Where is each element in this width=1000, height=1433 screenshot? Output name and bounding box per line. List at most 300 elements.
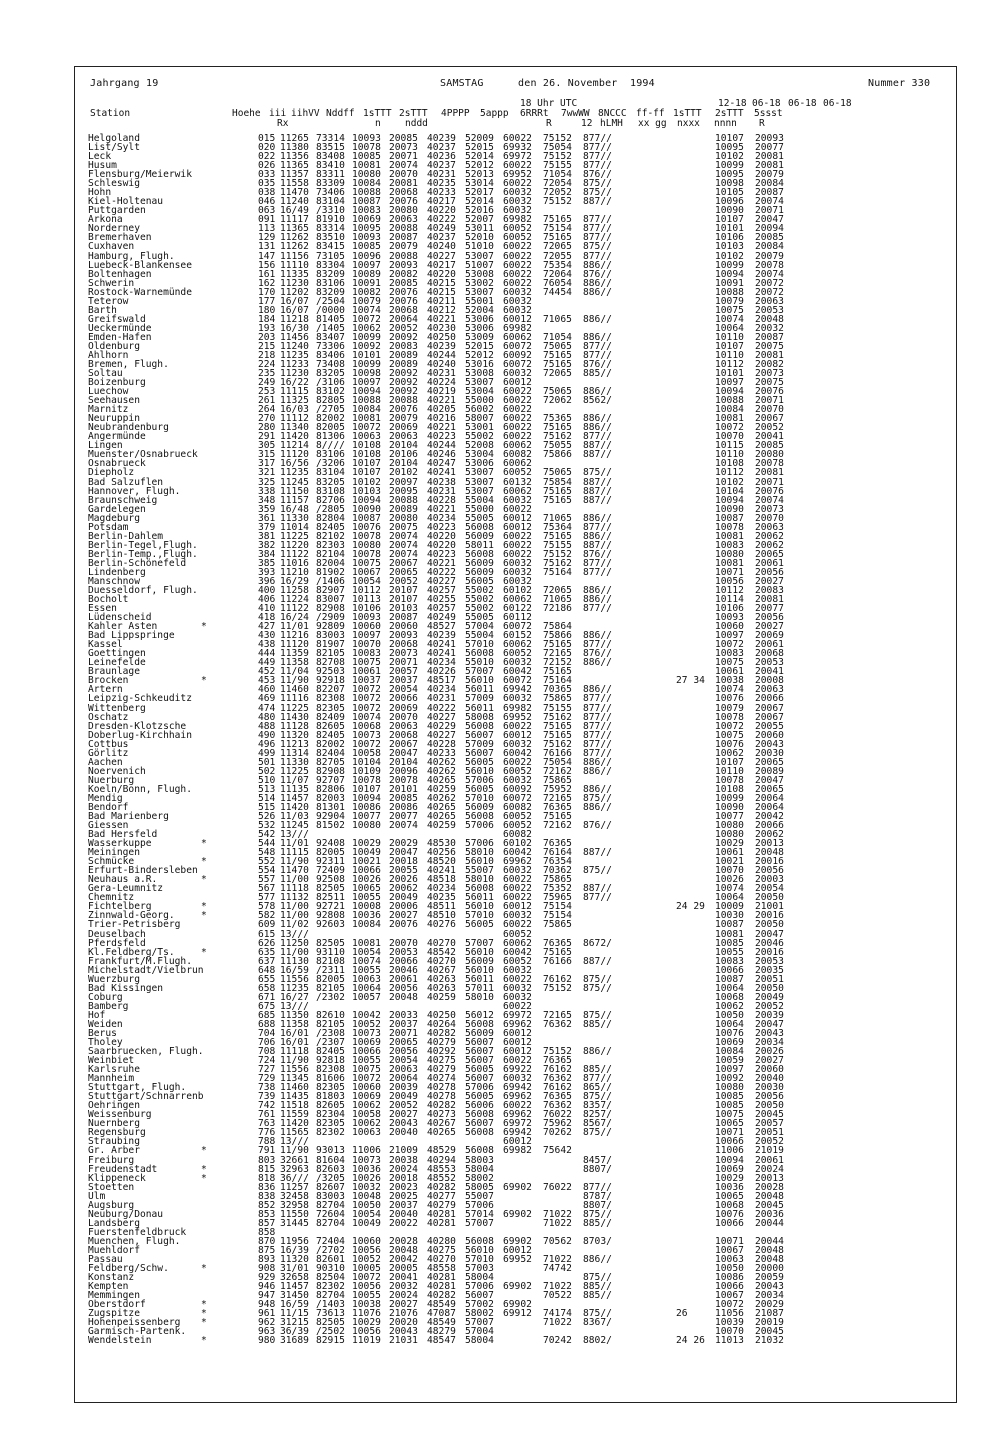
group-4pppp: 40222 xyxy=(427,566,456,578)
group-nddff: 82708 xyxy=(316,657,345,669)
group-iihvv: 11225 xyxy=(280,765,309,777)
group-8nccc: 886// xyxy=(583,1046,612,1058)
group-iihvv: 11/90 xyxy=(280,1055,309,1067)
group-iihvv: 11/07 xyxy=(280,774,309,786)
group-1sttt: 10099 xyxy=(352,359,381,370)
group-8nccc: 885// xyxy=(583,1281,612,1293)
group-nddff: 82704 xyxy=(316,1199,345,1211)
group-2sttt: 20077 xyxy=(389,811,418,822)
group-6rrrt: 60032 xyxy=(503,196,532,208)
group-1sttt-range: 10068 xyxy=(715,991,744,1003)
group-2sttt-range: 20043 xyxy=(755,738,784,750)
group-4pppp: 40241 xyxy=(427,648,456,660)
group-2sttt-range: 20063 xyxy=(755,521,784,533)
station-index: 063 xyxy=(258,205,276,217)
group-5appp: 58004 xyxy=(465,1163,494,1175)
group-8nccc: 877// xyxy=(583,892,612,904)
group-5appp: 56008 xyxy=(465,1018,494,1030)
station-name: Neuburg/Donau xyxy=(88,1208,164,1220)
station-index: 637 xyxy=(258,955,276,967)
group-5appp: 53007 xyxy=(465,250,494,262)
group-iihvv: 11220 xyxy=(280,539,309,551)
group-2sttt: 20074 xyxy=(389,820,418,832)
group-1sttt: 10060 xyxy=(352,621,381,633)
group-6rrrt: 60012 xyxy=(503,1027,532,1039)
station-index: 626 xyxy=(258,937,276,949)
group-iihvv: 16/59 xyxy=(280,1299,309,1311)
group-8nccc: 875// xyxy=(583,178,612,190)
station-index: 514 xyxy=(258,792,276,804)
group-2sttt-range: 20052 xyxy=(755,422,784,434)
group-iihvv: 11233 xyxy=(280,359,309,370)
group-5appp: 52010 xyxy=(465,232,494,244)
group-2sttt: 20022 xyxy=(389,1217,418,1229)
group-1sttt-range: 10108 xyxy=(715,458,744,470)
group-2sttt: 20086 xyxy=(389,801,418,813)
group-4pppp: 48517 xyxy=(427,675,456,687)
station-name: Bad Hersfeld xyxy=(88,829,158,841)
group-6rrrt: 60062 xyxy=(503,331,532,343)
station-index: 742 xyxy=(258,1100,276,1112)
station-index: 430 xyxy=(258,630,276,642)
group-4pppp: 40264 xyxy=(427,1018,456,1030)
group-8nccc: 886// xyxy=(583,801,612,813)
station-name: Arkona xyxy=(88,214,123,226)
group-6rrrt: 69962 xyxy=(503,1109,532,1121)
group-nddff: 82105 xyxy=(316,982,345,994)
group-8nccc: 887// xyxy=(583,476,612,488)
group-1sttt: 10073 xyxy=(352,1027,381,1039)
group-5appp: 55001 xyxy=(465,295,494,307)
station-name: Landsberg xyxy=(88,1217,140,1229)
group-7wwww: 71054 xyxy=(543,169,572,181)
group-5appp: 52016 xyxy=(465,205,494,217)
group-6rrrt: 69942 xyxy=(503,1082,532,1094)
group-2sttt-range: 20085 xyxy=(755,440,784,452)
group-4pppp: 40282 xyxy=(427,1100,456,1112)
group-7wwww: 72055 xyxy=(543,250,572,262)
group-6rrrt: 60022 xyxy=(503,386,532,398)
group-5appp: 52015 xyxy=(465,142,494,154)
group-2sttt: 20067 xyxy=(389,738,418,750)
group-4pppp: 40282 xyxy=(427,1290,456,1302)
station-name: Braunschweig xyxy=(88,494,158,506)
group-8nccc: 886// xyxy=(583,413,612,425)
group-1sttt: 10096 xyxy=(352,250,381,262)
group-5appp: 56008 xyxy=(465,811,494,822)
group-5appp: 55007 xyxy=(465,865,494,877)
group-7wwww: 74742 xyxy=(543,1263,572,1274)
group-7wwww: 76365 xyxy=(543,838,572,850)
group-5appp: 56008 xyxy=(465,648,494,660)
group-iihvv: 11430 xyxy=(280,711,309,723)
group-2sttt-range: 20067 xyxy=(755,413,784,425)
group-2sttt: 20104 xyxy=(389,756,418,768)
group-1sttt-range: 10090 xyxy=(715,801,744,813)
group-4pppp: 40279 xyxy=(427,1199,456,1211)
group-4pppp: 40280 xyxy=(427,1235,456,1247)
station-index: 815 xyxy=(258,1163,276,1175)
station-name: Nuerburg xyxy=(88,774,135,786)
station-index: 875 xyxy=(258,1244,276,1256)
station-index: 501 xyxy=(258,756,276,768)
issue-number: Nummer 330 xyxy=(868,78,931,89)
group-6rrrt: 69952 xyxy=(503,169,532,181)
station-name: Teterow xyxy=(88,295,129,307)
column-header: 5ssst xyxy=(754,108,783,119)
group-1sttt: 10108 xyxy=(352,449,381,461)
group-1sttt: 10072 xyxy=(352,422,381,434)
group-1sttt-range: 10062 xyxy=(715,747,744,759)
group-4pppp: 40230 xyxy=(427,322,456,334)
group-8nccc: 875// xyxy=(583,187,612,199)
column-header-sub: nxxx xyxy=(677,118,700,129)
station-name: Boltenhagen xyxy=(88,268,152,280)
group-nddff: 83003 xyxy=(316,1190,345,1202)
station-name: Barth xyxy=(88,304,117,316)
group-iihvv: 11/00 xyxy=(280,946,309,958)
group-iihvv: 11/00 xyxy=(280,874,309,886)
group-1sttt: 10005 xyxy=(352,1263,381,1274)
group-1sttt: 10060 xyxy=(352,1235,381,1247)
group-7wwww: 76365 xyxy=(543,1055,572,1067)
group-4pppp: 40229 xyxy=(427,720,456,732)
group-6rrrt: 60072 xyxy=(503,792,532,804)
station-index: 091 xyxy=(258,214,276,226)
group-1sttt-range: 10087 xyxy=(715,919,744,931)
group-iihvv: 32963 xyxy=(280,1163,309,1175)
group-nddff: 83515 xyxy=(316,142,345,154)
group-5appp: 56009 xyxy=(465,955,494,967)
station-name: Berlin-Temp.,Flugh. xyxy=(88,548,198,560)
group-1sttt: 10078 xyxy=(352,774,381,786)
group-iihvv: 11365 xyxy=(280,160,309,172)
day-label: SAMSTAG xyxy=(440,78,484,89)
group-2sttt-range: 20028 xyxy=(755,1181,784,1193)
group-2sttt: 20080 xyxy=(389,512,418,524)
group-6rrrt: 60022 xyxy=(503,973,532,985)
group-8nccc: 877// xyxy=(583,639,612,651)
group-1sttt-range: 10059 xyxy=(715,1055,744,1067)
group-2sttt-range: 20027 xyxy=(755,621,784,633)
group-6rrrt: 60102 xyxy=(503,838,532,850)
group-4pppp: 40227 xyxy=(427,250,456,262)
group-2sttt-range: 20065 xyxy=(755,548,784,560)
group-iihvv: 11240 xyxy=(280,196,309,208)
station-index: 963 xyxy=(258,1326,276,1338)
group-iihvv: 11258 xyxy=(280,585,309,596)
column-header: iii xyxy=(269,108,287,119)
group-2sttt: 20037 xyxy=(389,1199,418,1211)
group-5appp: 55002 xyxy=(465,594,494,606)
station-name: Soltau xyxy=(88,368,123,380)
group-5appp: 53014 xyxy=(465,178,494,190)
group-1sttt-range: 10075 xyxy=(715,657,744,669)
group-8nccc: 877// xyxy=(583,160,612,172)
station-name: Luechow xyxy=(88,386,129,398)
group-6rrrt: 60012 xyxy=(503,1244,532,1256)
group-6rrrt: 60032 xyxy=(503,304,532,316)
group-5appp: 56005 xyxy=(465,756,494,768)
group-1sttt: 10101 xyxy=(352,349,381,361)
column-header-sub: nnnn xyxy=(714,118,737,129)
group-nddff: 92918 xyxy=(316,675,345,687)
group-4pppp: 40234 xyxy=(427,684,456,696)
group-2sttt: 20089 xyxy=(389,503,418,515)
group-7wwww: 75866 xyxy=(543,449,572,461)
group-6rrrt: 60082 xyxy=(503,449,532,461)
column-header-top: 18 Uhr UTC xyxy=(520,98,578,109)
group-1sttt: 10082 xyxy=(352,286,381,298)
group-nddff: 82607 xyxy=(316,1181,345,1193)
group-1sttt-range: 10102 xyxy=(715,151,744,163)
group-2sttt: 20076 xyxy=(389,196,418,208)
station-index: 026 xyxy=(258,160,276,172)
station-name: Ueckermünde xyxy=(88,322,152,334)
group-2sttt: 20076 xyxy=(389,919,418,931)
column-header: 7wwWW xyxy=(561,108,590,119)
group-nddff: 81606 xyxy=(316,1073,345,1085)
group-5appp: 57006 xyxy=(465,774,494,786)
station-name: Wasserkuppe xyxy=(88,838,152,850)
group-iihvv: 11218 xyxy=(280,313,309,325)
group-7wwww: 72152 xyxy=(543,657,572,669)
group-1sttt-range: 10070 xyxy=(715,865,744,877)
group-1sttt: 10104 xyxy=(352,756,381,768)
group-2sttt: 20042 xyxy=(389,1253,418,1265)
group-1sttt: 10064 xyxy=(352,982,381,994)
station-name: Hamburg, Flugh. xyxy=(88,250,175,262)
group-nddff: 81502 xyxy=(316,820,345,832)
group-6rrrt: 60062 xyxy=(503,594,532,606)
group-1sttt: 10072 xyxy=(352,693,381,705)
group-iihvv: 16/01 xyxy=(280,1037,309,1048)
station-index: 582 xyxy=(258,910,276,922)
group-4pppp: 40239 xyxy=(427,133,456,144)
group-1sttt-range: 10075 xyxy=(715,1109,744,1121)
group-7wwww: 71065 xyxy=(543,313,572,325)
group-2sttt: 20061 xyxy=(389,973,418,985)
station-name: Meiningen xyxy=(88,847,140,859)
group-1sttt-range: 10078 xyxy=(715,711,744,723)
group-2sttt-range: 20013 xyxy=(755,1172,784,1184)
group-2sttt: 20085 xyxy=(389,277,418,289)
group-iihvv: 11556 xyxy=(280,973,309,985)
station-index: 818 xyxy=(258,1172,276,1184)
group-2sttt: 20106 xyxy=(389,449,418,461)
group-8nccc: 877// xyxy=(583,1073,612,1085)
group-nddff: 83415 xyxy=(316,241,345,253)
group-iihvv: 11230 xyxy=(280,277,309,289)
group-1sttt: 10070 xyxy=(352,639,381,651)
group-2sttt: 20063 xyxy=(389,1064,418,1076)
group-1sttt-range: 10062 xyxy=(715,1000,744,1012)
group-2sttt: 20052 xyxy=(389,1100,418,1112)
group-1sttt: 10081 xyxy=(352,937,381,949)
group-4pppp: 40205 xyxy=(427,404,456,416)
group-2sttt: 20065 xyxy=(389,1037,418,1048)
altitude-marker: * xyxy=(201,874,207,886)
group-1sttt: 10106 xyxy=(352,603,381,615)
group-2sttt-range: 20072 xyxy=(755,286,784,298)
group-6rrrt: 60042 xyxy=(503,666,532,678)
group-nddff: 92508 xyxy=(316,874,345,886)
group-5appp: 53002 xyxy=(465,277,494,289)
group-2sttt-range: 20046 xyxy=(755,937,784,949)
station-index: 738 xyxy=(258,1082,276,1094)
group-4pppp: 40255 xyxy=(427,594,456,606)
group-6rrrt: 60052 xyxy=(503,955,532,967)
group-4pppp: 40259 xyxy=(427,991,456,1003)
station-name: Greifswald xyxy=(88,313,146,325)
station-index: 474 xyxy=(258,702,276,714)
group-nddff: 82405 xyxy=(316,521,345,533)
station-index: 270 xyxy=(258,413,276,425)
station-index: 400 xyxy=(258,585,276,596)
altitude-marker: * xyxy=(201,856,207,868)
group-2sttt-range: 20094 xyxy=(755,223,784,235)
station-name: Essen xyxy=(88,603,117,615)
group-iihvv: 11457 xyxy=(280,1281,309,1293)
group-5appp: 56007 xyxy=(465,729,494,741)
group-6rrrt: 69962 xyxy=(503,1018,532,1030)
group-6rrrt: 60012 xyxy=(503,521,532,533)
group-4pppp: 40267 xyxy=(427,964,456,976)
group-4pppp: 40244 xyxy=(427,349,456,361)
group-4pppp: 40222 xyxy=(427,214,456,226)
group-2sttt: 20088 xyxy=(389,494,418,506)
group-iihvv: 11117 xyxy=(280,214,309,226)
group-2sttt-range: 20054 xyxy=(755,883,784,895)
group-4pppp: 40257 xyxy=(427,603,456,615)
group-2sttt-range: 20048 xyxy=(755,1244,784,1256)
group-5appp: 56008 xyxy=(465,1145,494,1157)
group-iihvv: 11/04 xyxy=(280,666,309,678)
group-7wwww: 71065 xyxy=(543,594,572,606)
group-5appp: 53006 xyxy=(465,458,494,470)
group-1sttt-range: 10101 xyxy=(715,223,744,235)
group-1sttt: 10008 xyxy=(352,901,381,913)
group-1sttt: 10026 xyxy=(352,1172,381,1184)
station-name: Doberlug-Kirchhain xyxy=(88,729,192,741)
group-8nccc: 876// xyxy=(583,820,612,832)
group-1sttt-range: 10080 xyxy=(715,820,744,832)
group-iihvv: 16/07 xyxy=(280,295,309,307)
group-8nccc: 877// xyxy=(583,142,612,154)
group-2sttt: 20092 xyxy=(389,331,418,343)
group-2sttt-range: 20034 xyxy=(755,1037,784,1048)
group-5appp: 56005 xyxy=(465,575,494,587)
group-iihvv: 31215 xyxy=(280,1317,309,1329)
group-2sttt: 20029 xyxy=(389,838,418,850)
group-nddff: 73314 xyxy=(316,133,345,144)
group-2sttt: 20043 xyxy=(389,1118,418,1130)
group-6rrrt: 69962 xyxy=(503,1091,532,1103)
group-6rrrt: 60072 xyxy=(503,340,532,352)
group-5appp: 53009 xyxy=(465,331,494,343)
group-2sttt-range: 20087 xyxy=(755,331,784,343)
group-iihvv: 11365 xyxy=(280,223,309,235)
station-name: Cuxhaven xyxy=(88,241,135,253)
group-1sttt: 10081 xyxy=(352,160,381,172)
group-iihvv: 11116 xyxy=(280,693,309,705)
group-6rrrt: 69982 xyxy=(503,322,532,334)
group-1sttt-range: 10103 xyxy=(715,241,744,253)
group-5appp: 52014 xyxy=(465,151,494,163)
group-6rrrt: 60012 xyxy=(503,1136,532,1148)
group-6rrrt: 69922 xyxy=(503,1064,532,1076)
group-nddff: /2702 xyxy=(316,1244,345,1256)
group-6rrrt: 60062 xyxy=(503,485,532,497)
group-1sttt-range: 10110 xyxy=(715,331,744,343)
station-index: 946 xyxy=(258,1281,276,1293)
group-4pppp: 48542 xyxy=(427,946,456,958)
group-8nccc: 885// xyxy=(583,368,612,380)
group-1sttt-range: 10064 xyxy=(715,1018,744,1030)
group-2sttt: 20054 xyxy=(389,1055,418,1067)
group-iihvv: 11380 xyxy=(280,142,309,154)
group-nddff: 82002 xyxy=(316,413,345,425)
group-nddff: 83304 xyxy=(316,259,345,271)
group-5appp: 53007 xyxy=(465,485,494,497)
group-nddff: 83309 xyxy=(316,178,345,190)
station-name: Oehringen xyxy=(88,1100,140,1112)
group-1sttt-range: 10081 xyxy=(715,557,744,569)
group-5appp: 58003 xyxy=(465,1154,494,1166)
group-nddff: 83106 xyxy=(316,449,345,461)
group-1sttt-range: 10093 xyxy=(715,612,744,624)
group-5appp: 56009 xyxy=(465,1027,494,1039)
group-iihvv: 11128 xyxy=(280,720,309,732)
column-header: 1sTTT xyxy=(363,108,392,119)
group-1sttt: 10102 xyxy=(352,476,381,488)
group-nddff: 90310 xyxy=(316,1263,345,1274)
group-1sttt-range: 10075 xyxy=(715,729,744,741)
group-nddff: 82805 xyxy=(316,395,345,407)
station-index: 496 xyxy=(258,738,276,750)
group-4pppp: 40240 xyxy=(427,241,456,253)
group-1sttt: 10078 xyxy=(352,530,381,542)
group-7wwww: 70365 xyxy=(543,684,572,696)
group-1sttt: 10054 xyxy=(352,575,381,587)
group-2sttt: 20070 xyxy=(389,711,418,723)
group-6rrrt: 60112 xyxy=(503,612,532,624)
group-5appp: 58007 xyxy=(465,413,494,425)
group-nddff: 82005 xyxy=(316,422,345,434)
station-name: Freiburg xyxy=(88,1154,135,1166)
group-4pppp: 40217 xyxy=(427,259,456,271)
group-iihvv: 11/00 xyxy=(280,901,309,913)
group-5appp: 55000 xyxy=(465,395,494,407)
group-2sttt-range: 20039 xyxy=(755,1009,784,1021)
group-nddff: 81907 xyxy=(316,639,345,651)
group-8nccc: 876// xyxy=(583,359,612,370)
station-index: 526 xyxy=(258,811,276,822)
group-iihvv: 11115 xyxy=(280,847,309,859)
group-5appp: 57002 xyxy=(465,1299,494,1311)
group-6rrrt: 60012 xyxy=(503,512,532,524)
group-7wwww: 75365 xyxy=(543,413,572,425)
group-1sttt: 10069 xyxy=(352,1037,381,1048)
group-5appp: 57010 xyxy=(465,910,494,922)
group-iihvv: 11157 xyxy=(280,494,309,506)
group-iihvv: 13/// xyxy=(280,1136,309,1148)
group-2sttt-range: 20008 xyxy=(755,675,784,687)
group-1sttt: 10026 xyxy=(352,874,381,886)
group-1sttt-range: 10102 xyxy=(715,476,744,488)
group-6rrrt: 60052 xyxy=(503,765,532,777)
group-8nccc: 885// xyxy=(583,1290,612,1302)
